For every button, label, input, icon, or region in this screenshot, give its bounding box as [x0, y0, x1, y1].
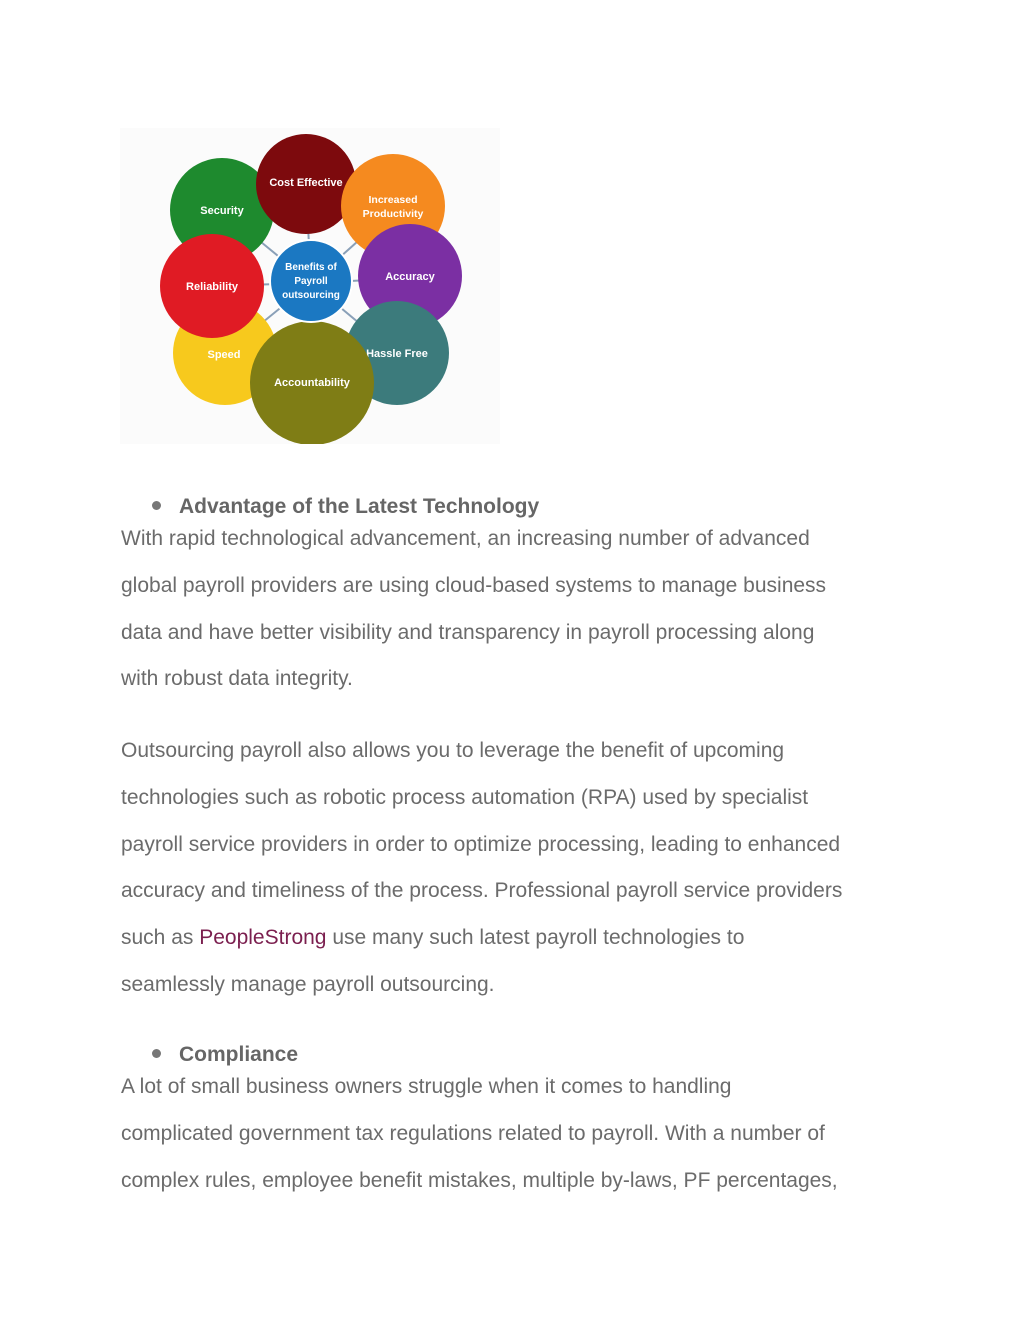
paragraph-technology-2 [121, 728, 921, 1009]
benefits-diagram [120, 128, 500, 444]
text-line: data and have better visibility and transparency in payroll processing along [121, 620, 815, 644]
text-line: Outsourcing payroll also allows you to leverage the benefit of upcoming [121, 739, 785, 762]
bubble-center [270, 240, 352, 322]
text-segment: such as [121, 926, 200, 950]
svg-text:Accountability: Accountability [274, 377, 350, 389]
svg-text:Speed: Speed [207, 349, 241, 361]
bubble-accountability [250, 321, 374, 444]
text-line [121, 915, 921, 962]
svg-text:Hassle Free: Hassle Free [366, 348, 428, 360]
paragraph-compliance-1 [121, 1064, 921, 1204]
svg-text:Cost Effective: Cost Effective [269, 177, 343, 189]
text-line: payroll service providers in order to optimize processing, leading to enhanced [121, 832, 841, 856]
svg-text:Reliability: Reliability [186, 281, 238, 293]
svg-text:Security: Security [200, 205, 244, 217]
text-line: With rapid technological advancement, an increasing number of advanced [121, 527, 810, 550]
text-segment: use many such latest payroll technologies to [326, 926, 745, 950]
text-line: with robust data integrity. [121, 667, 353, 691]
text-line: technologies such as robotic process automation (RPA) used by specialist [121, 785, 809, 809]
heading-text: Compliance [179, 1043, 299, 1066]
text-line: complicated government tax regulations related to payroll. With a number of [121, 1121, 825, 1145]
text-line: accuracy and timeliness of the process. Professional payroll service providers [121, 879, 843, 903]
svg-text:outsourcing: outsourcing [282, 290, 340, 301]
text-line: complex rules, employee benefit mistakes, multiple by-laws, PF percentages, [121, 1168, 838, 1192]
bubble-cost-effective [256, 134, 356, 234]
text-line: seamlessly manage payroll outsourcing. [121, 972, 495, 996]
heading-text: Advantage of the Latest Technology [179, 495, 540, 518]
svg-text:Payroll: Payroll [294, 276, 328, 287]
svg-text:Productivity: Productivity [362, 208, 424, 220]
peoplestrong-link[interactable]: PeopleStrong [199, 926, 327, 950]
svg-text:Benefits of: Benefits of [285, 262, 337, 273]
svg-text:Accuracy: Accuracy [385, 271, 435, 283]
text-line: A lot of small business owners struggle when it comes to handling [121, 1075, 732, 1098]
text-line: global payroll providers are using cloud-based systems to manage business [121, 573, 827, 597]
bullet-icon [152, 1049, 161, 1058]
bubble-reliability [160, 234, 264, 338]
paragraph-technology-1 [121, 516, 921, 703]
bullet-icon [152, 501, 161, 510]
svg-text:Increased: Increased [368, 194, 418, 206]
